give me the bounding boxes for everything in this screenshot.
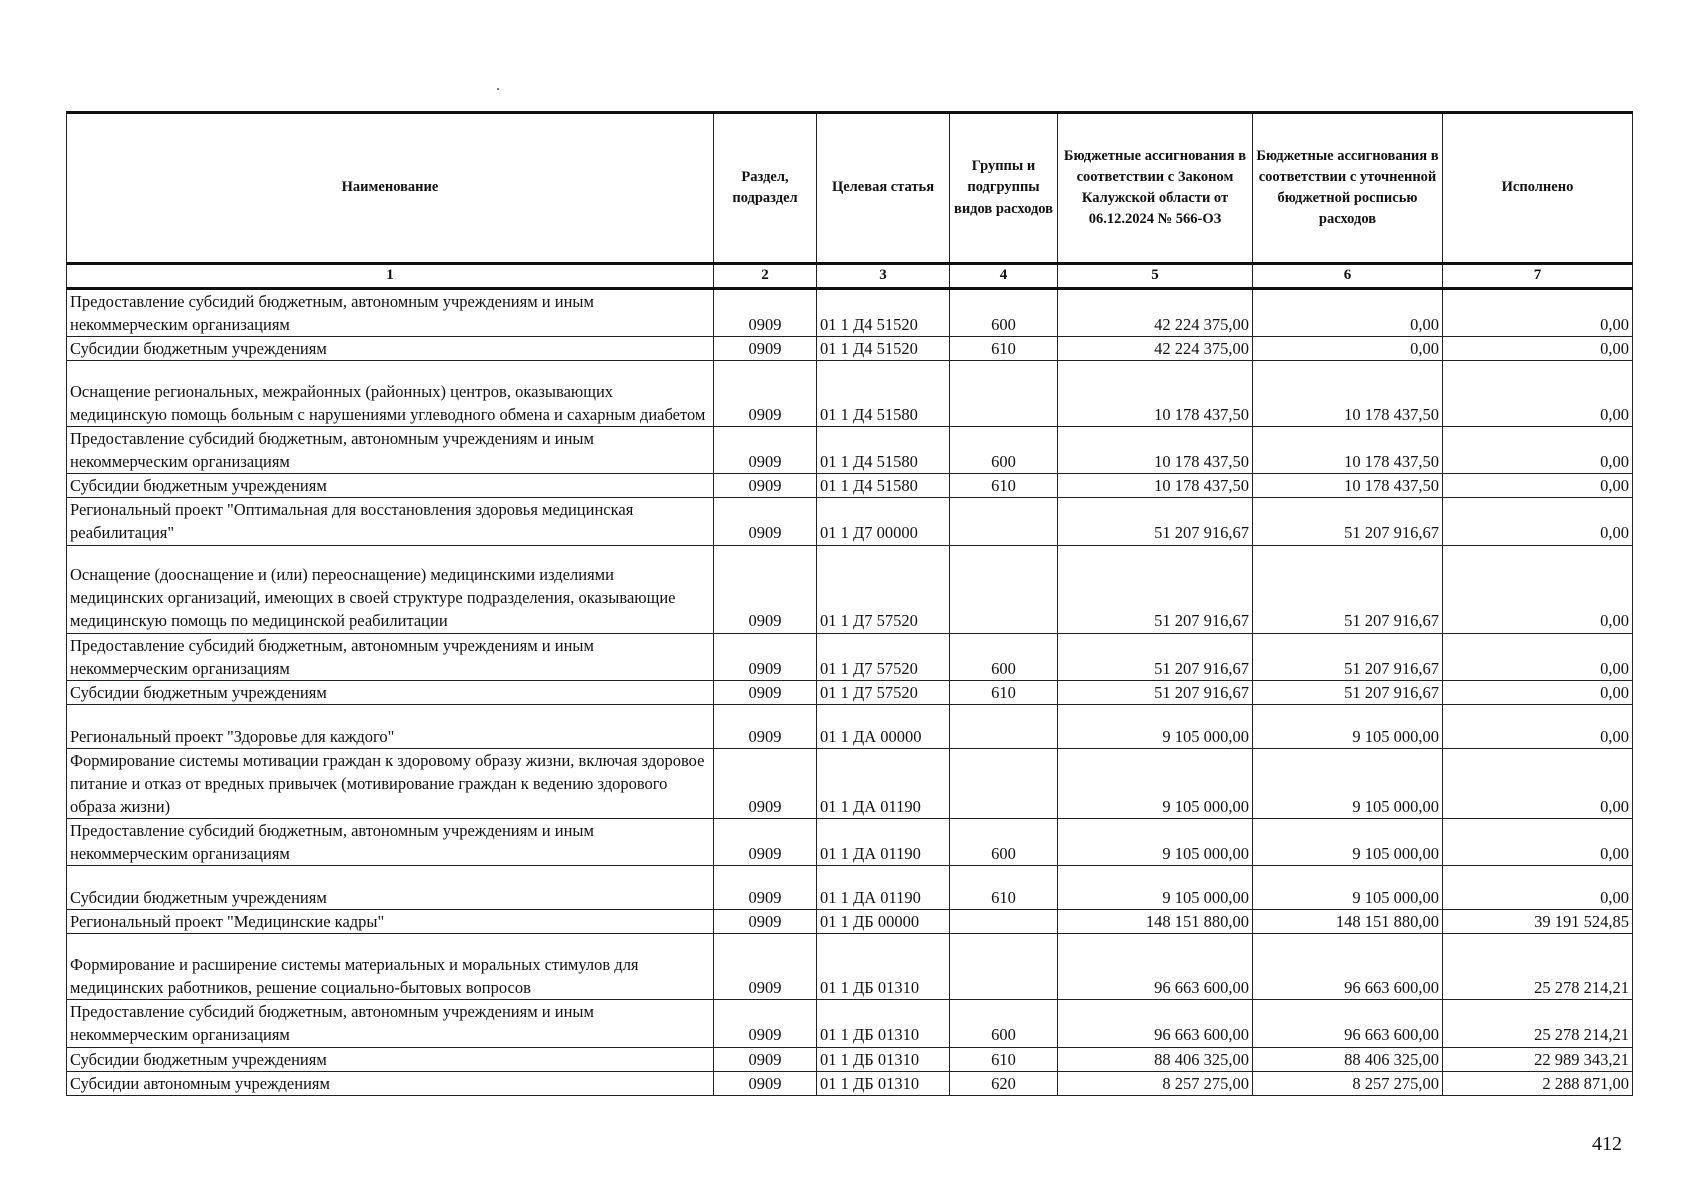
row-name-cell: Субсидии бюджетным учреждениям	[67, 1047, 714, 1071]
row-name-cell: Оснащение (дооснащение и (или) переоснащение) медицинскими изделиями медицинских организаций, имеющих в своей структуре подразделения, оказывающие медицинскую помощь по медицинской реабилитации	[67, 545, 714, 633]
row-refined-amount-cell: 51 207 916,67	[1253, 545, 1443, 633]
row-name-cell: Формирование и расширение системы материальных и моральных стимулов для медицинских работников, решение социально-бытовых вопросов	[67, 934, 714, 1000]
row-name-cell: Предоставление субсидий бюджетным, автономным учреждениям и иным некоммерческим организациям	[67, 819, 714, 866]
row-refined-amount-cell: 10 178 437,50	[1253, 474, 1443, 498]
column-number: 7	[1443, 264, 1633, 289]
row-refined-amount-cell: 10 178 437,50	[1253, 361, 1443, 427]
row-law-amount-cell: 9 105 000,00	[1058, 819, 1253, 866]
table-row	[67, 819, 1633, 866]
row-target-cell: 01 1 Д4 51520	[817, 288, 950, 336]
row-target-cell: 01 1 Д7 57520	[817, 633, 950, 680]
column-number: 3	[817, 264, 950, 289]
header-law: Бюджетные ассигнования в соответствии с Законом Калужской области от 06.12.2024 № 566-ОЗ	[1058, 113, 1253, 264]
row-group-cell	[950, 748, 1058, 818]
row-target-cell: 01 1 Д7 57520	[817, 680, 950, 704]
row-group-cell	[950, 498, 1058, 545]
table-row	[67, 498, 1633, 545]
page-number: 412	[1592, 1133, 1622, 1155]
row-name-cell: Региональный проект "Оптимальная для восстановления здоровья медицинская реабилитация"	[67, 498, 714, 545]
row-executed-amount-cell: 0,00	[1443, 866, 1633, 910]
table-row	[67, 680, 1633, 704]
row-group-cell: 610	[950, 336, 1058, 360]
row-group-cell: 620	[950, 1071, 1058, 1095]
row-group-cell: 600	[950, 819, 1058, 866]
header-row	[67, 113, 1633, 264]
row-law-amount-cell: 10 178 437,50	[1058, 361, 1253, 427]
column-number: 2	[714, 264, 817, 289]
row-executed-amount-cell: 0,00	[1443, 819, 1633, 866]
row-section-cell: 0909	[714, 498, 817, 545]
row-section-cell: 0909	[714, 704, 817, 748]
row-section-cell: 0909	[714, 1000, 817, 1047]
row-law-amount-cell: 51 207 916,67	[1058, 545, 1253, 633]
row-name-cell: Субсидии автономным учреждениям	[67, 1071, 714, 1095]
row-refined-amount-cell: 9 105 000,00	[1253, 704, 1443, 748]
row-law-amount-cell: 88 406 325,00	[1058, 1047, 1253, 1071]
row-target-cell: 01 1 ДБ 01310	[817, 1000, 950, 1047]
row-section-cell: 0909	[714, 336, 817, 360]
row-name-cell: Оснащение региональных, межрайонных (районных) центров, оказывающих медицинскую помощь больным с нарушениями углеводного обмена и сахарным диабетом	[67, 361, 714, 427]
table-row	[67, 361, 1633, 427]
row-group-cell	[950, 545, 1058, 633]
row-target-cell: 01 1 ДБ 01310	[817, 934, 950, 1000]
row-refined-amount-cell: 51 207 916,67	[1253, 633, 1443, 680]
row-law-amount-cell: 8 257 275,00	[1058, 1071, 1253, 1095]
row-name-cell: Предоставление субсидий бюджетным, автономным учреждениям и иным некоммерческим организациям	[67, 1000, 714, 1047]
table-row	[67, 704, 1633, 748]
row-refined-amount-cell: 9 105 000,00	[1253, 748, 1443, 818]
table-row	[67, 288, 1633, 336]
row-law-amount-cell: 96 663 600,00	[1058, 1000, 1253, 1047]
row-target-cell: 01 1 ДА 00000	[817, 704, 950, 748]
row-target-cell: 01 1 Д7 57520	[817, 545, 950, 633]
row-section-cell: 0909	[714, 819, 817, 866]
row-law-amount-cell: 51 207 916,67	[1058, 680, 1253, 704]
row-law-amount-cell: 51 207 916,67	[1058, 633, 1253, 680]
table-row	[67, 866, 1633, 910]
row-target-cell: 01 1 Д4 51580	[817, 427, 950, 474]
row-group-cell: 610	[950, 866, 1058, 910]
row-refined-amount-cell: 0,00	[1253, 288, 1443, 336]
row-target-cell: 01 1 ДБ 01310	[817, 1071, 950, 1095]
row-group-cell: 600	[950, 633, 1058, 680]
row-target-cell: 01 1 Д4 51580	[817, 474, 950, 498]
row-law-amount-cell: 42 224 375,00	[1058, 336, 1253, 360]
row-group-cell: 610	[950, 474, 1058, 498]
row-name-cell: Предоставление субсидий бюджетным, автономным учреждениям и иным некоммерческим организациям	[67, 633, 714, 680]
row-refined-amount-cell: 96 663 600,00	[1253, 934, 1443, 1000]
row-refined-amount-cell: 0,00	[1253, 336, 1443, 360]
header-refined: Бюджетные ассигнования в соответствии с уточненной бюджетной росписью расходов	[1253, 113, 1443, 264]
table-row	[67, 1071, 1633, 1095]
row-executed-amount-cell: 0,00	[1443, 427, 1633, 474]
row-section-cell: 0909	[714, 1047, 817, 1071]
row-refined-amount-cell: 9 105 000,00	[1253, 866, 1443, 910]
row-group-cell: 600	[950, 1000, 1058, 1047]
table-row	[67, 934, 1633, 1000]
row-name-cell: Региональный проект "Медицинские кадры"	[67, 910, 714, 934]
row-refined-amount-cell: 148 151 880,00	[1253, 910, 1443, 934]
row-section-cell: 0909	[714, 934, 817, 1000]
row-name-cell: Субсидии бюджетным учреждениям	[67, 866, 714, 910]
table-row	[67, 748, 1633, 818]
row-group-cell: 610	[950, 1047, 1058, 1071]
row-refined-amount-cell: 8 257 275,00	[1253, 1071, 1443, 1095]
row-section-cell: 0909	[714, 545, 817, 633]
row-refined-amount-cell: 96 663 600,00	[1253, 1000, 1443, 1047]
row-group-cell	[950, 704, 1058, 748]
row-refined-amount-cell: 51 207 916,67	[1253, 498, 1443, 545]
column-number: 6	[1253, 264, 1443, 289]
row-law-amount-cell: 51 207 916,67	[1058, 498, 1253, 545]
row-law-amount-cell: 42 224 375,00	[1058, 288, 1253, 336]
column-number: 1	[67, 264, 714, 289]
row-section-cell: 0909	[714, 288, 817, 336]
row-group-cell: 610	[950, 680, 1058, 704]
row-law-amount-cell: 96 663 600,00	[1058, 934, 1253, 1000]
row-executed-amount-cell: 0,00	[1443, 633, 1633, 680]
table-row	[67, 545, 1633, 633]
table-row	[67, 1047, 1633, 1071]
table-row	[67, 474, 1633, 498]
row-target-cell: 01 1 ДБ 00000	[817, 910, 950, 934]
row-refined-amount-cell: 88 406 325,00	[1253, 1047, 1443, 1071]
row-executed-amount-cell: 0,00	[1443, 361, 1633, 427]
row-section-cell: 0909	[714, 361, 817, 427]
row-section-cell: 0909	[714, 680, 817, 704]
row-executed-amount-cell: 39 191 524,85	[1443, 910, 1633, 934]
row-section-cell: 0909	[714, 427, 817, 474]
row-executed-amount-cell: 0,00	[1443, 748, 1633, 818]
row-refined-amount-cell: 9 105 000,00	[1253, 819, 1443, 866]
row-refined-amount-cell: 10 178 437,50	[1253, 427, 1443, 474]
row-refined-amount-cell: 51 207 916,67	[1253, 680, 1443, 704]
row-target-cell: 01 1 ДБ 01310	[817, 1047, 950, 1071]
header-groups: Группы и подгруппы видов расходов	[950, 113, 1058, 264]
row-executed-amount-cell: 0,00	[1443, 680, 1633, 704]
column-number: 4	[950, 264, 1058, 289]
column-number-row	[67, 264, 1633, 289]
header-name: Наименование	[67, 113, 714, 264]
row-target-cell: 01 1 ДА 01190	[817, 748, 950, 818]
header-executed: Исполнено	[1443, 113, 1633, 264]
row-target-cell: 01 1 ДА 01190	[817, 866, 950, 910]
row-executed-amount-cell: 0,00	[1443, 704, 1633, 748]
row-executed-amount-cell: 0,00	[1443, 336, 1633, 360]
row-target-cell: 01 1 Д4 51520	[817, 336, 950, 360]
row-law-amount-cell: 9 105 000,00	[1058, 704, 1253, 748]
row-name-cell: Предоставление субсидий бюджетным, автономным учреждениям и иным некоммерческим организациям	[67, 288, 714, 336]
header-target: Целевая статья	[817, 113, 950, 264]
row-group-cell	[950, 910, 1058, 934]
row-law-amount-cell: 9 105 000,00	[1058, 866, 1253, 910]
row-section-cell: 0909	[714, 474, 817, 498]
row-section-cell: 0909	[714, 1071, 817, 1095]
scan-speck	[497, 88, 499, 90]
row-group-cell	[950, 934, 1058, 1000]
row-executed-amount-cell: 25 278 214,21	[1443, 1000, 1633, 1047]
column-number: 5	[1058, 264, 1253, 289]
row-name-cell: Субсидии бюджетным учреждениям	[67, 336, 714, 360]
row-group-cell	[950, 361, 1058, 427]
row-name-cell: Предоставление субсидий бюджетным, автономным учреждениям и иным некоммерческим организациям	[67, 427, 714, 474]
table-row	[67, 1000, 1633, 1047]
table-row	[67, 910, 1633, 934]
table-row	[67, 633, 1633, 680]
row-target-cell: 01 1 Д7 00000	[817, 498, 950, 545]
table-row	[67, 427, 1633, 474]
row-law-amount-cell: 10 178 437,50	[1058, 427, 1253, 474]
table-row	[67, 336, 1633, 360]
row-target-cell: 01 1 ДА 01190	[817, 819, 950, 866]
row-section-cell: 0909	[714, 910, 817, 934]
row-name-cell: Субсидии бюджетным учреждениям	[67, 680, 714, 704]
row-law-amount-cell: 10 178 437,50	[1058, 474, 1253, 498]
row-executed-amount-cell: 0,00	[1443, 498, 1633, 545]
row-section-cell: 0909	[714, 866, 817, 910]
row-executed-amount-cell: 22 989 343,21	[1443, 1047, 1633, 1071]
row-executed-amount-cell: 0,00	[1443, 545, 1633, 633]
row-group-cell: 600	[950, 427, 1058, 474]
row-target-cell: 01 1 Д4 51580	[817, 361, 950, 427]
header-section: Раздел, подраздел	[714, 113, 817, 264]
row-section-cell: 0909	[714, 633, 817, 680]
row-name-cell: Региональный проект "Здоровье для каждого"	[67, 704, 714, 748]
row-law-amount-cell: 9 105 000,00	[1058, 748, 1253, 818]
row-executed-amount-cell: 0,00	[1443, 474, 1633, 498]
row-law-amount-cell: 148 151 880,00	[1058, 910, 1253, 934]
row-executed-amount-cell: 0,00	[1443, 288, 1633, 336]
row-name-cell: Субсидии бюджетным учреждениям	[67, 474, 714, 498]
row-section-cell: 0909	[714, 748, 817, 818]
row-name-cell: Формирование системы мотивации граждан к здоровому образу жизни, включая здоровое питание и отказ от вредных привычек (мотивирование граждан к ведению здорового образа жизни)	[67, 748, 714, 818]
row-executed-amount-cell: 2 288 871,00	[1443, 1071, 1633, 1095]
row-group-cell: 600	[950, 288, 1058, 336]
budget-table	[66, 111, 1633, 1096]
row-executed-amount-cell: 25 278 214,21	[1443, 934, 1633, 1000]
